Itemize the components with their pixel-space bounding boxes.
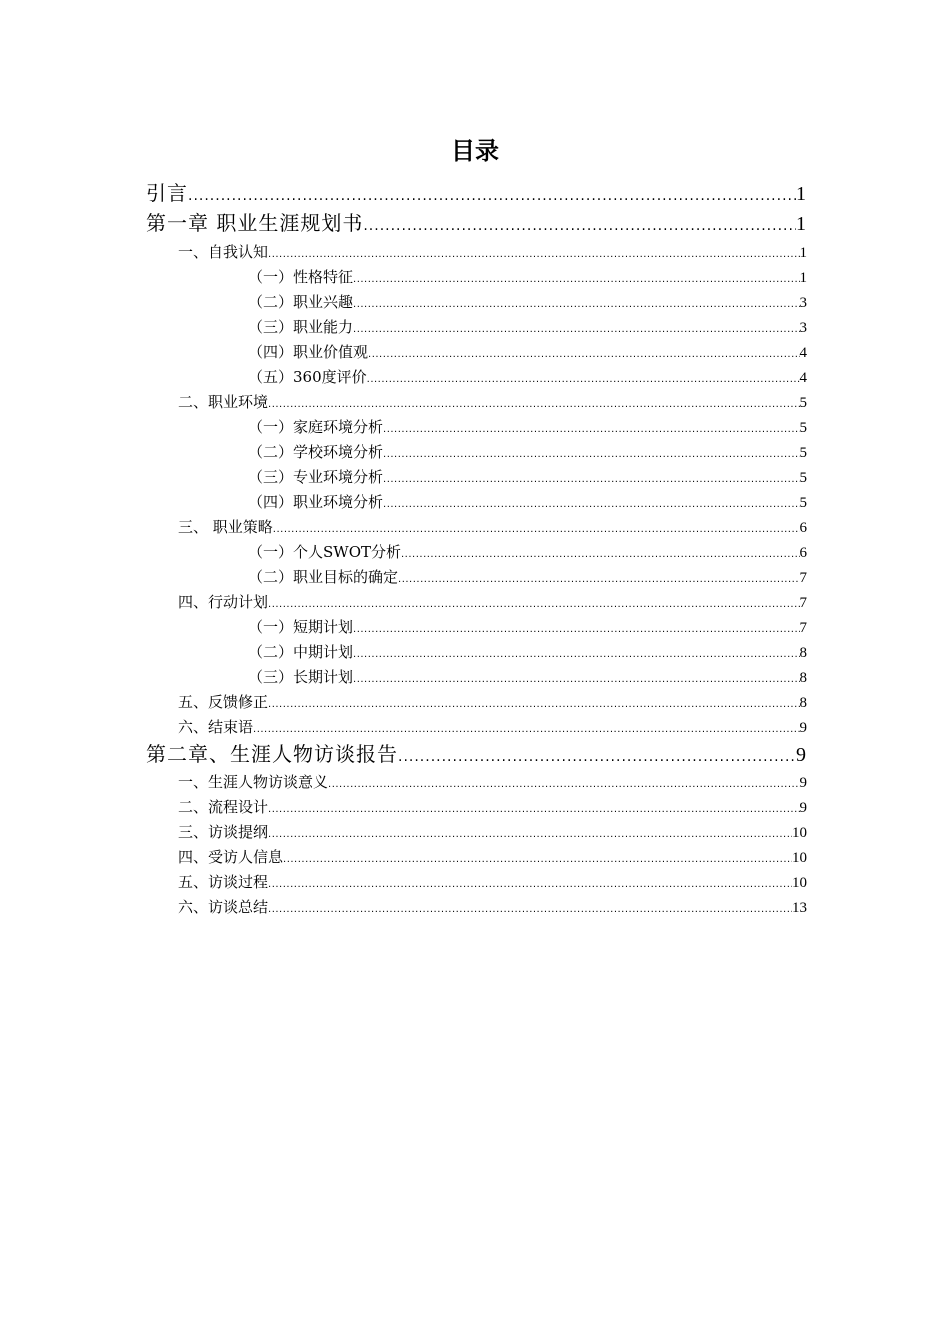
- toc-entry[interactable]: [178, 795, 807, 819]
- toc-leader-dots: [283, 848, 792, 872]
- toc-entry[interactable]: [178, 515, 807, 539]
- toc-entry-label: （四）职业价值观: [248, 343, 369, 361]
- toc-entry[interactable]: [248, 365, 807, 389]
- toc-entry-label: 二、流程设计: [178, 798, 269, 816]
- toc-entry-page: 10: [792, 850, 807, 866]
- toc-entry-label: 三、访谈提纲: [178, 823, 269, 841]
- toc-entry-page: 1: [799, 270, 807, 286]
- toc-entry-label: （三）长期计划: [248, 668, 354, 686]
- toc-entry[interactable]: [248, 440, 807, 464]
- toc-leader-dots: [401, 543, 800, 567]
- toc-entry-page: 8: [799, 670, 807, 686]
- toc-entry-page: 3: [799, 320, 807, 336]
- toc-entry-label: 二、职业环境: [178, 393, 269, 411]
- toc-entry-page: 1: [799, 245, 807, 261]
- toc-entry-page: 5: [799, 420, 807, 436]
- toc-entry-label: （二）学校环境分析: [248, 443, 384, 461]
- toc-entry[interactable]: [178, 590, 807, 614]
- toc-leader-dots: [268, 593, 799, 617]
- toc-entry[interactable]: [248, 340, 807, 364]
- toc-entry-page: 9: [796, 744, 807, 766]
- toc-leader-dots: [363, 211, 796, 241]
- toc-entry-page: 5: [799, 395, 807, 411]
- toc-entry-label: （一）个人SWOT分析: [248, 543, 401, 561]
- toc-entry-page: 7: [799, 620, 807, 636]
- toc-leader-dots: [328, 773, 799, 797]
- toc-entry[interactable]: [178, 770, 807, 794]
- toc-entry-page: 9: [799, 720, 807, 736]
- toc-entry-page: 4: [799, 370, 807, 386]
- toc-entry[interactable]: [248, 465, 807, 489]
- toc-leader-dots: [268, 243, 799, 267]
- toc-entry-label: （二）职业目标的确定: [248, 568, 399, 586]
- toc-entry-page: 1: [796, 183, 807, 205]
- toc-entry-label: （二）中期计划: [248, 643, 354, 661]
- toc-leader-dots: [383, 493, 799, 517]
- toc-entry[interactable]: [248, 640, 807, 664]
- toc-entry-label: 六、访谈总结: [178, 898, 269, 916]
- toc-entry[interactable]: [248, 265, 807, 289]
- toc-entry-page: 6: [799, 545, 807, 561]
- toc-entry[interactable]: [178, 870, 807, 894]
- toc-entry[interactable]: [248, 290, 807, 314]
- toc-entry-page: 7: [799, 595, 807, 611]
- toc-entry[interactable]: [248, 615, 807, 639]
- toc-entry[interactable]: [146, 739, 807, 769]
- toc-entry[interactable]: [248, 665, 807, 689]
- toc-leader-dots: [353, 618, 799, 642]
- toc-entry[interactable]: [178, 895, 807, 919]
- toc-entry[interactable]: [248, 415, 807, 439]
- toc-entry-page: 8: [799, 695, 807, 711]
- toc-entry-label: 四、受访人信息: [178, 848, 284, 866]
- toc-entry[interactable]: [146, 208, 807, 238]
- toc-entry[interactable]: [248, 490, 807, 514]
- toc-leader-dots: [368, 343, 799, 367]
- toc-entry-label: 六、结束语: [178, 718, 254, 736]
- toc-entry-label: （一）短期计划: [248, 618, 354, 636]
- toc-leader-dots: [353, 318, 799, 342]
- toc-entry-page: 5: [799, 445, 807, 461]
- toc-entry-label: 第一章 职业生涯规划书: [146, 211, 364, 235]
- toc-leader-dots: [367, 368, 800, 392]
- toc-entry[interactable]: [248, 315, 807, 339]
- toc-entry[interactable]: [178, 240, 807, 264]
- toc-leader-dots: [353, 668, 799, 692]
- toc-entry[interactable]: [248, 540, 807, 564]
- toc-entry-label: 五、访谈过程: [178, 873, 269, 891]
- toc-entry-label: （一）性格特征: [248, 268, 354, 286]
- toc-leader-dots: [268, 898, 792, 922]
- toc-entry-label: 四、行动计划: [178, 593, 269, 611]
- toc-entry-label: （一）家庭环境分析: [248, 418, 384, 436]
- toc-leader-dots: [188, 181, 796, 211]
- toc-leader-dots: [383, 468, 799, 492]
- toc-entry-page: 10: [792, 875, 807, 891]
- toc-entry-page: 6: [799, 520, 807, 536]
- toc-entry-page: 10: [792, 825, 807, 841]
- toc-entry-page: 3: [799, 295, 807, 311]
- toc-leader-dots: [268, 798, 799, 822]
- toc-entry-page: 5: [799, 495, 807, 511]
- toc-entry-label: （三）专业环境分析: [248, 468, 384, 486]
- toc-leader-dots: [398, 568, 799, 592]
- toc-entry-page: 1: [796, 213, 807, 235]
- toc-entry[interactable]: [178, 845, 807, 869]
- toc-entry[interactable]: [248, 565, 807, 589]
- toc-entry[interactable]: [178, 715, 807, 739]
- toc-leader-dots: [383, 443, 799, 467]
- toc-entry-label: 五、反馈修正: [178, 693, 269, 711]
- toc-leader-dots: [383, 418, 799, 442]
- toc-entry-label: 三、 职业策略: [178, 518, 273, 536]
- toc-leader-dots: [273, 518, 800, 542]
- toc-leader-dots: [353, 268, 799, 292]
- toc-leader-dots: [398, 742, 796, 772]
- toc-entry-page: 7: [799, 570, 807, 586]
- toc-entry-label: （四）职业环境分析: [248, 493, 384, 511]
- toc-entry-label: 第二章、生涯人物访谈报告: [146, 742, 398, 766]
- toc-entry-label: （二）职业兴趣: [248, 293, 354, 311]
- toc-entry-label: （五）360度评价: [248, 368, 367, 386]
- toc-entry[interactable]: [178, 390, 807, 414]
- toc-leader-dots: [268, 823, 792, 847]
- toc-entry-page: 9: [799, 800, 807, 816]
- page-title: 目录: [451, 137, 499, 165]
- toc-entry-label: 一、自我认知: [178, 243, 269, 261]
- toc-leader-dots: [268, 873, 792, 897]
- toc-entry-page: 9: [799, 775, 807, 791]
- toc-leader-dots: [353, 643, 799, 667]
- toc-entry-label: （三）职业能力: [248, 318, 354, 336]
- toc-entry-label: 一、生涯人物访谈意义: [178, 773, 329, 791]
- toc-leader-dots: [268, 393, 799, 417]
- toc-entry-page: 4: [799, 345, 807, 361]
- toc-entry-label: 引言: [146, 181, 188, 205]
- toc-leader-dots: [353, 293, 799, 317]
- toc-entry[interactable]: [178, 690, 807, 714]
- toc-entry[interactable]: [146, 178, 807, 208]
- toc-entry[interactable]: [178, 820, 807, 844]
- toc-entry-page: 8: [799, 645, 807, 661]
- toc-leader-dots: [268, 693, 799, 717]
- toc-entry-page: 13: [792, 900, 807, 916]
- toc-entry-page: 5: [799, 470, 807, 486]
